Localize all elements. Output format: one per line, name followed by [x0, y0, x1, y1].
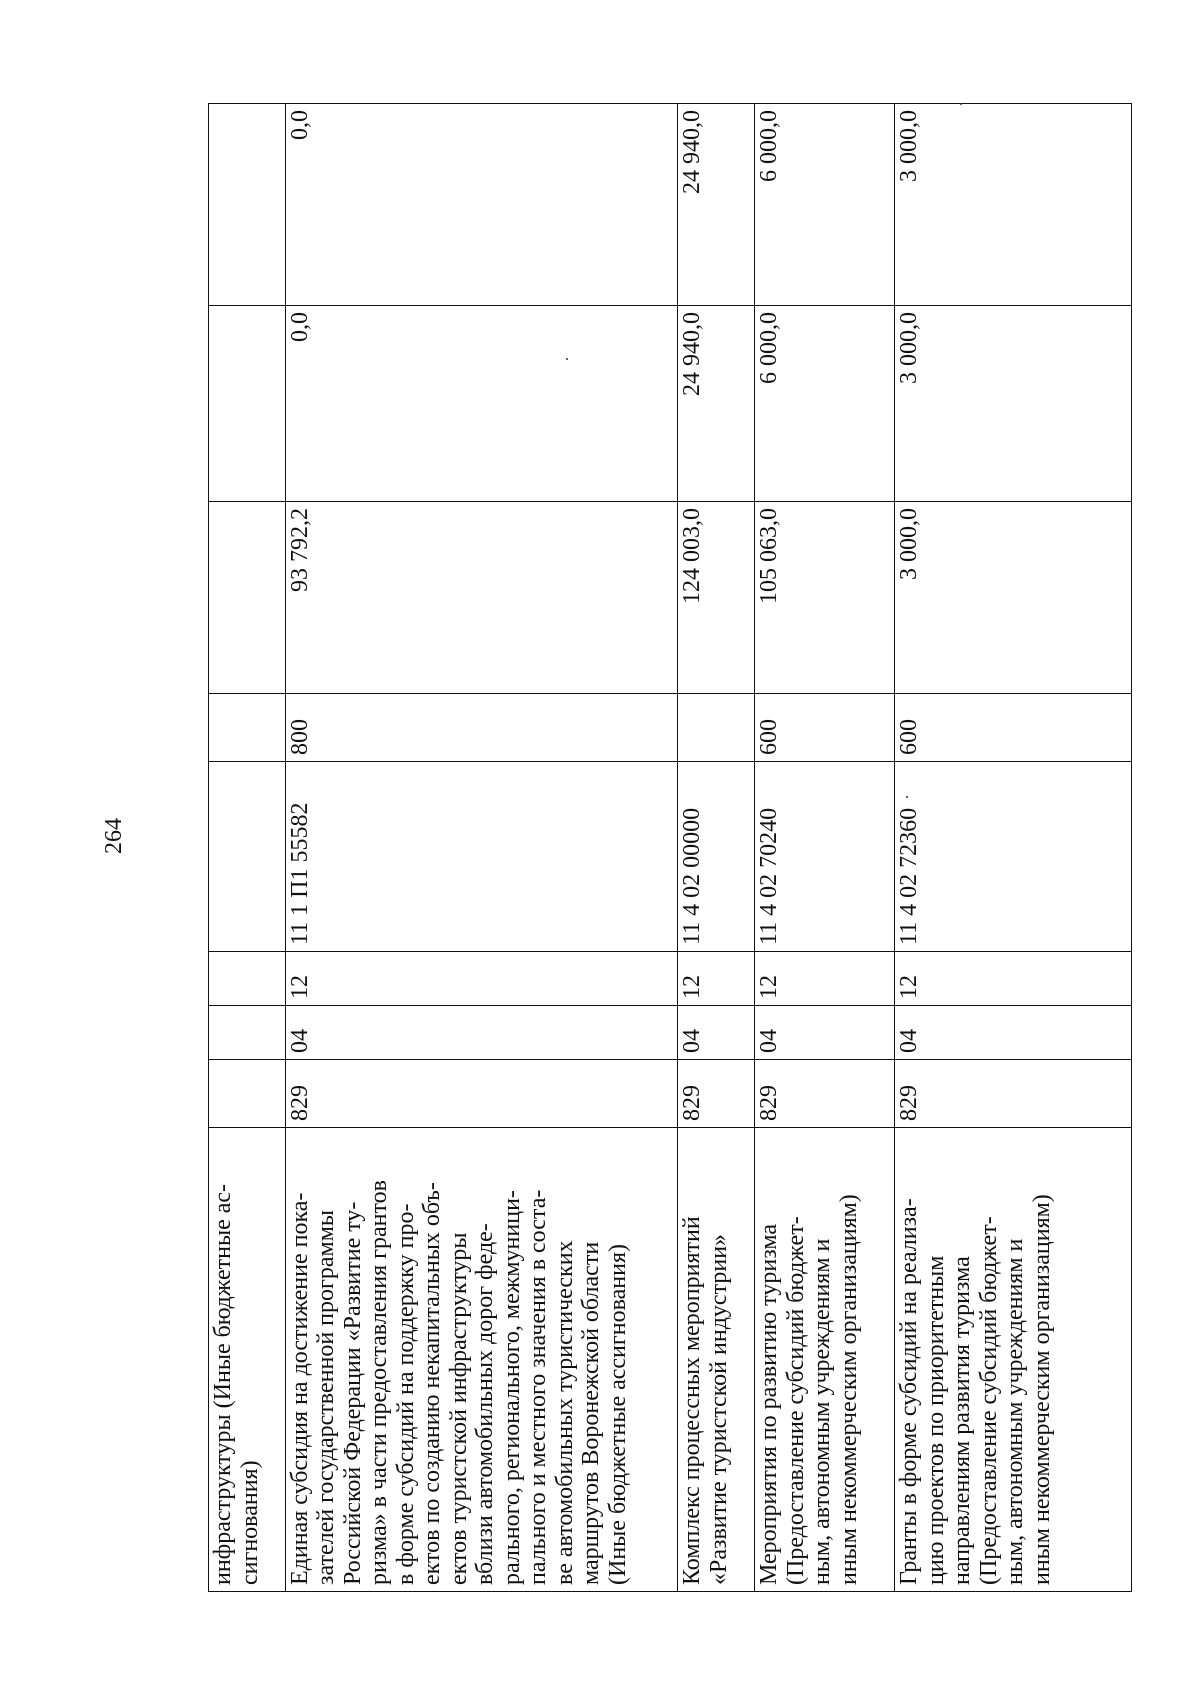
expense-type-cell: 800 [285, 694, 678, 762]
amount-year1-cell: 3 000,0 [895, 502, 1132, 694]
amount-year3-cell: 6 000,0 [755, 104, 895, 306]
podrazdel-cell: 12 [678, 952, 755, 1006]
target-article-cell: 11 4 02 72360 [895, 762, 1132, 952]
table-row [209, 104, 286, 1592]
target-article-cell: 11 4 02 70240 [755, 762, 895, 952]
amount-year2-cell: 6 000,0 [755, 306, 895, 502]
expense-type-cell: 600 [755, 694, 895, 762]
amount-year2-cell [209, 306, 286, 502]
expense-type-cell [678, 694, 755, 762]
grbs-cell: 829 [285, 1060, 678, 1128]
scan-speck [906, 796, 908, 798]
table-row [895, 104, 1132, 1592]
scan-speck [960, 103, 962, 105]
table-row [285, 104, 678, 1592]
amount-year2-cell: 3 000,0 [895, 306, 1132, 502]
amount-year1-cell: 124 003,0 [678, 502, 755, 694]
amount-year1-cell: 93 792,2 [285, 502, 678, 694]
podrazdel-cell: 12 [895, 952, 1132, 1006]
amount-year1-cell [209, 502, 286, 694]
target-article-cell [209, 762, 286, 952]
row-name-cell: Единая субсидия на достижение пока- зателей государственной программы Российской Федерации «Развитие ту- ризма» в части предоставления грантов в форме субсидий на поддержку про- ектов по созданию некапитальных объ- ектов туристской инфраструктуры вблизи автомобильных дорог феде- рального, регионального, межмуници- пального и местного значения в соста- ве автомобильных туристических маршрутов Воронежской области (Иные бюджетные ассигнования) [285, 1128, 678, 1592]
expense-type-cell: 600 [895, 694, 1132, 762]
target-article-cell: 11 4 02 00000 [678, 762, 755, 952]
podrazdel-cell [209, 952, 286, 1006]
grbs-cell [209, 1060, 286, 1128]
podrazdel-cell: 12 [285, 952, 678, 1006]
amount-year3-cell: 3 000,0 [895, 104, 1132, 306]
razdel-cell [209, 1006, 286, 1060]
table-row [755, 104, 895, 1592]
grbs-cell: 829 [678, 1060, 755, 1128]
razdel-cell: 04 [895, 1006, 1132, 1060]
podrazdel-cell: 12 [755, 952, 895, 1006]
page-number: 264 [100, 818, 127, 854]
expense-type-cell [209, 694, 286, 762]
amount-year3-cell: 0,0 [285, 104, 678, 306]
amount-year3-cell [209, 104, 286, 306]
amount-year1-cell: 105 063,0 [755, 502, 895, 694]
row-name-cell: Комплекс процессных мероприятий «Развитие туристской индустрии» [678, 1128, 755, 1592]
amount-year3-cell: 24 940,0 [678, 104, 755, 306]
rotated-table-wrapper [208, 104, 1132, 1592]
razdel-cell: 04 [678, 1006, 755, 1060]
amount-year2-cell: 24 940,0 [678, 306, 755, 502]
grbs-cell: 829 [895, 1060, 1132, 1128]
target-article-cell: 11 1 П1 55582 [285, 762, 678, 952]
amount-year2-cell: 0,0 [285, 306, 678, 502]
grbs-cell: 829 [755, 1060, 895, 1128]
razdel-cell: 04 [285, 1006, 678, 1060]
row-name-cell: Гранты в форме субсидий на реализа- цию проектов по приоритетным направлениям развития туризма (Предоставление субсидий бюджет- ным, автономным учреждениям и иным некоммерческим организациям) [895, 1128, 1132, 1592]
row-name-cell: Мероприятия по развитию туризма (Предоставление субсидий бюджет- ным, автономным учреждениям и иным некоммерческим организациям) [755, 1128, 895, 1592]
scan-speck [566, 358, 568, 360]
razdel-cell: 04 [755, 1006, 895, 1060]
budget-table [208, 103, 1132, 1592]
row-name-cell: инфраструктуры (Иные бюджетные ас- сигнования) [209, 1128, 286, 1592]
table-row [678, 104, 755, 1592]
